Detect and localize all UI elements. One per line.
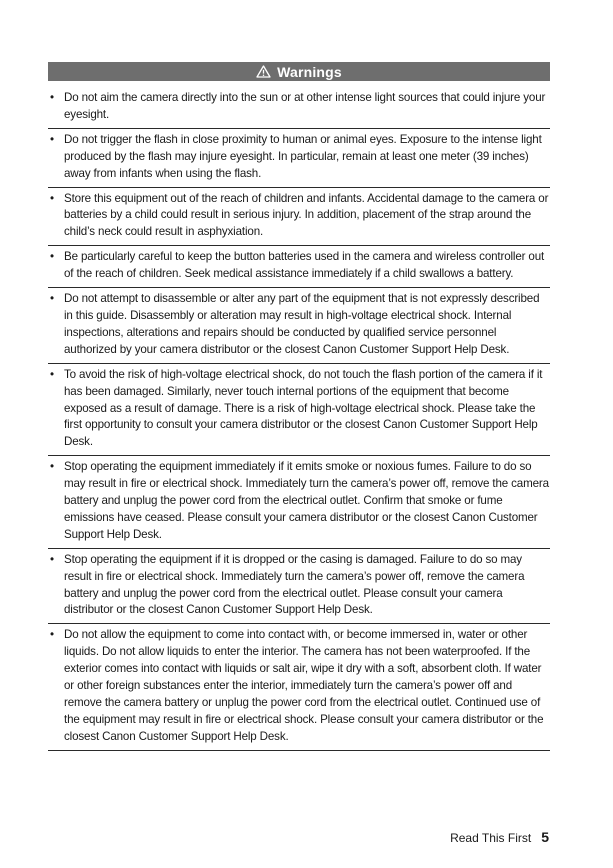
warning-text: Stop operating the equipment immediately if it emits smoke or noxious fumes. Failure to do so may result in fire or electrical shock. Immediately turn the camera’s power off, remove the camera battery and unplug the power cord from the electrical outlet. Confirm that smoke or fume emissions have ceased. Please consult your camera distributor or the closest Canon Customer Support Help Desk.: [64, 460, 549, 541]
warnings-title: Warnings: [277, 63, 342, 80]
footer-section-title: Read This First: [450, 831, 532, 845]
page-footer: [450, 829, 549, 845]
warning-item: [48, 549, 550, 625]
warning-text: Be particularly careful to keep the button batteries used in the camera and wireless controller out of the reach of children. Seek medical assistance immediately if a child swallows a battery.: [64, 250, 545, 281]
warning-text: Do not aim the camera directly into the sun or at other intense light sources that could injure your eyesight.: [64, 91, 546, 121]
bullet: •: [50, 367, 54, 381]
bullet: •: [50, 292, 54, 306]
warning-text: Stop operating the equipment if it is dropped or the casing is damaged. Failure to do so may result in fire or electrical shock. Immediately turn the camera’s power off, remove the camera battery and unplug the power cord from the electrical outlet. Please consult your camera distributor or the closest Canon Customer Support Help Desk.: [64, 552, 525, 617]
warning-item: [48, 129, 550, 188]
warning-text: To avoid the risk of high-voltage electrical shock, do not touch the flash portion of the camera if it has been damaged. Similarly, never touch internal portions of the equipment that become exposed as a result of damage. There is a risk of high-voltage electrical shock. Please take the first opportunity to consult your camera distributor or the closest Canon Customer Support Help Desk.: [64, 367, 543, 449]
bullet: •: [50, 91, 54, 104]
warning-text: Store this equipment out of the reach of children and infants. Accidental damage to the camera or batteries by a child could result in serious injury. In addition, placement of the strap around the child’s neck could result in asphyxiation.: [64, 191, 549, 239]
warning-triangle-icon: [256, 65, 271, 78]
warning-item: [48, 364, 550, 457]
bullet: •: [50, 250, 54, 264]
warning-text: Do not allow the equipment to come into contact with, or become immersed in, water or other liquids. Do not allow liquids to enter the interior. The camera has not been waterproofed. If the exterior comes into contact with liquids or salt air, wipe it dry with a soft, absorbent cloth. If water or other foreign substances enter the interior, immediately turn the camera’s power off and remove the camera battery or unplug the power cord from the electrical outlet. Continued use of the equipment may result in fire or electrical shock. Please consult your camera distributor or the closest Canon Customer Support Help Desk.: [64, 628, 544, 743]
bullet: •: [50, 132, 54, 146]
bullet: •: [50, 628, 54, 642]
warning-item: [48, 246, 550, 288]
warnings-list: [48, 86, 550, 751]
warning-item: [48, 86, 550, 129]
warning-text: Do not trigger the flash in close proximity to human or animal eyes. Exposure to the intense light produced by the flash may injure eyesight. In particular, remain at least one meter (39 inches) away from infants when using the flash.: [64, 132, 542, 180]
bullet: •: [50, 460, 54, 474]
warnings-header: [48, 62, 550, 81]
warning-item: [48, 188, 550, 247]
warning-item: [48, 624, 550, 750]
page-number: 5: [541, 829, 549, 845]
warning-text: Do not attempt to disassemble or alter any part of the equipment that is not expressly described in this guide. Disassembly or alteration may result in high-voltage electrical shock. Internal inspections, alterations and repairs should be conducted by qualified service personnel authorized by your camera distributor or the closest Canon Customer Support Help Desk.: [64, 292, 540, 356]
bullet: •: [50, 552, 54, 566]
warning-item: [48, 288, 550, 364]
warning-item: [48, 456, 550, 549]
bullet: •: [50, 191, 54, 205]
